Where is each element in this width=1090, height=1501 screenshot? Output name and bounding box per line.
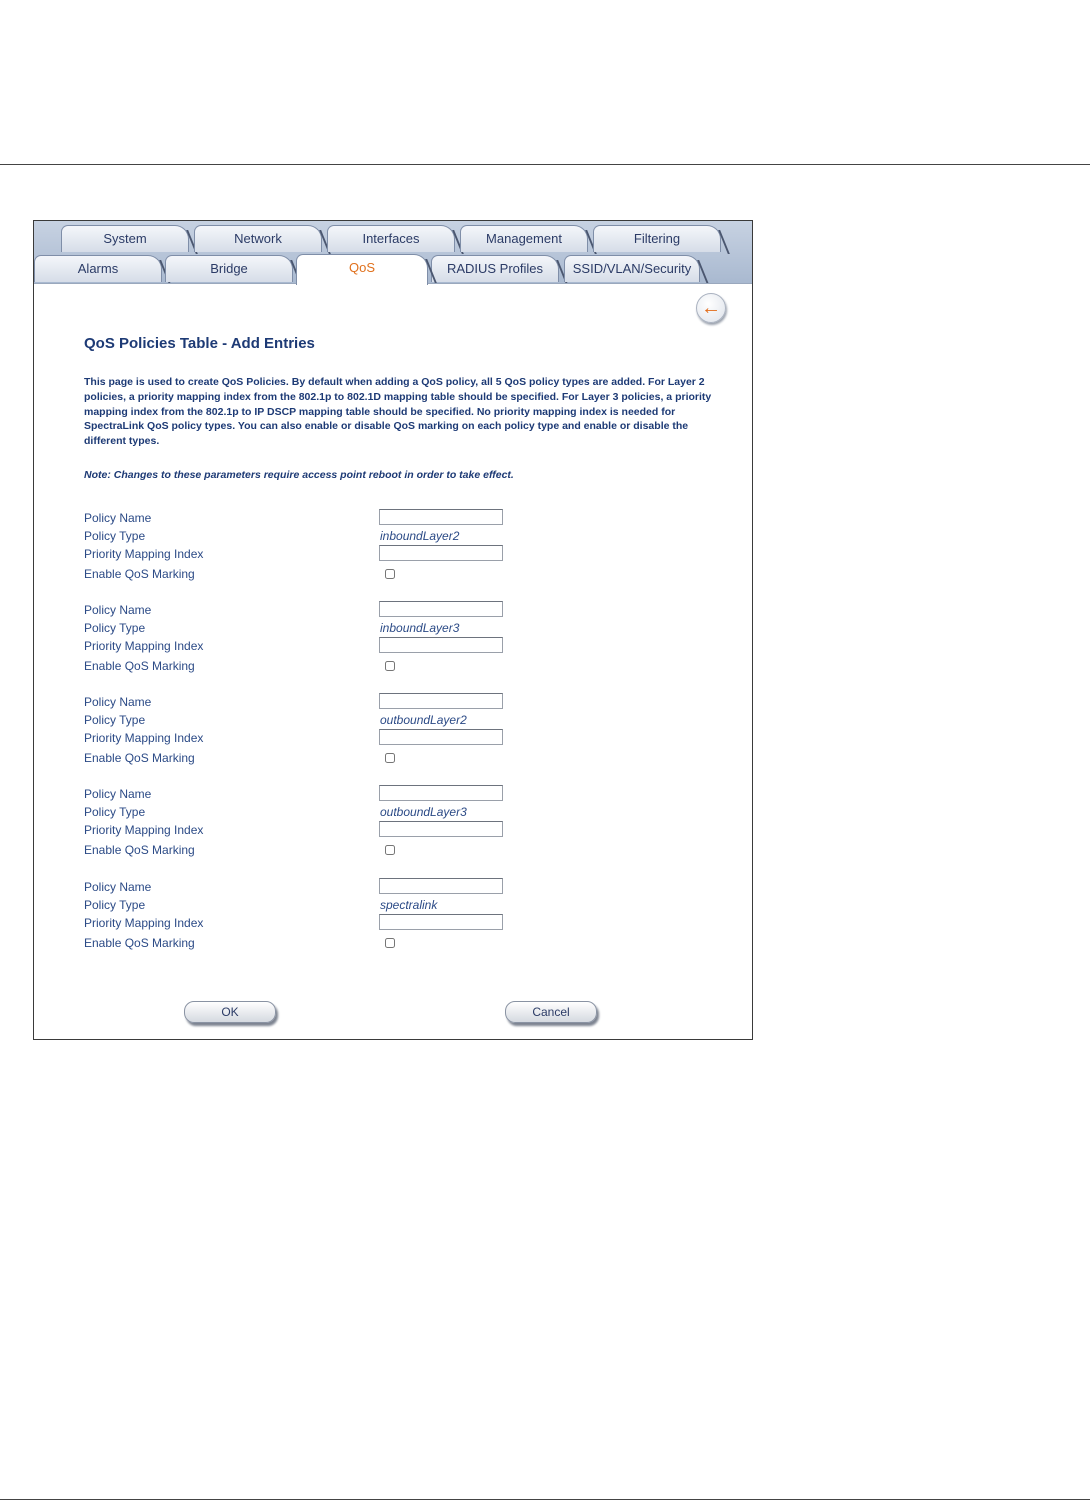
enable-qos-marking-label: Enable QoS Marking [84, 843, 195, 857]
policy-name-input-2[interactable] [379, 601, 503, 617]
policy-type-value-3: outboundLayer2 [380, 713, 467, 727]
cancel-button[interactable]: Cancel [505, 1001, 597, 1023]
policy-type-label: Policy Type [84, 898, 146, 912]
policy-type-value-4: outboundLayer3 [380, 805, 467, 819]
policy-name-label: Policy Name [84, 511, 152, 525]
policy-type-label: Policy Type [84, 713, 146, 727]
policy-name-label: Policy Name [84, 787, 152, 801]
tab-filtering[interactable]: Filtering [593, 225, 721, 252]
tab-interfaces[interactable]: Interfaces [327, 225, 455, 252]
policy-type-value-1: inboundLayer2 [380, 529, 460, 543]
policy-type-label: Policy Type [84, 529, 146, 543]
priority-mapping-index-input-5[interactable] [379, 914, 503, 930]
enable-qos-marking-label: Enable QoS Marking [84, 567, 195, 581]
priority-mapping-index-label: Priority Mapping Index [84, 731, 204, 745]
enable-qos-marking-checkbox-3[interactable] [385, 753, 395, 763]
policy-type-value-5: spectralink [380, 898, 438, 912]
priority-mapping-index-label: Priority Mapping Index [84, 639, 204, 653]
page-description: This page is used to create QoS Policies. By default when adding a QoS policy, all 5 QoS policy types are added. For Layer 2 policies, a priority mapping index from the 802.1p to 802.1D mapping table should be specified. For Layer 3 policies, a priority mapping index from the 802.1p to IP DSCP mapping table should be specified. No priority mapping index is needed for SpectraLink QoS policy types. You can also enable or disable QoS marking on each policy type and enable or disable the different types. [84, 376, 712, 448]
tab-management[interactable]: Management [460, 225, 588, 252]
priority-mapping-index-input-3[interactable] [379, 729, 503, 745]
priority-mapping-index-label: Priority Mapping Index [84, 823, 204, 837]
tab-network[interactable]: Network [194, 225, 322, 252]
policy-type-label: Policy Type [84, 805, 146, 819]
policy-name-label: Policy Name [84, 880, 152, 894]
ok-button[interactable]: OK [184, 1001, 276, 1023]
policy-name-input-4[interactable] [379, 785, 503, 801]
tab-qos[interactable]: QoS [296, 254, 428, 285]
tab-ssid-vlan-security[interactable]: SSID/VLAN/Security [564, 255, 700, 282]
priority-mapping-index-input-4[interactable] [379, 821, 503, 837]
policy-name-input-1[interactable] [379, 509, 503, 525]
reboot-note: Note: Changes to these parameters require access point reboot in order to take effect. [84, 469, 514, 481]
back-arrow-icon[interactable]: ← [696, 293, 726, 323]
enable-qos-marking-checkbox-5[interactable] [385, 938, 395, 948]
tab-alarms[interactable]: Alarms [34, 255, 162, 282]
enable-qos-marking-checkbox-4[interactable] [385, 845, 395, 855]
main-content [34, 284, 752, 1039]
tab-radius-profiles[interactable]: RADIUS Profiles [431, 255, 559, 282]
policy-type-value-2: inboundLayer3 [380, 621, 460, 635]
enable-qos-marking-checkbox-1[interactable] [385, 569, 395, 579]
policy-type-label: Policy Type [84, 621, 146, 635]
priority-mapping-index-input-2[interactable] [379, 637, 503, 653]
tab-system[interactable]: System [61, 225, 189, 252]
policy-name-input-3[interactable] [379, 693, 503, 709]
priority-mapping-index-label: Priority Mapping Index [84, 916, 204, 930]
policy-name-input-5[interactable] [379, 878, 503, 894]
page-title: QoS Policies Table - Add Entries [84, 335, 315, 352]
policy-name-label: Policy Name [84, 603, 152, 617]
tab-bridge[interactable]: Bridge [165, 255, 293, 282]
page-header-rule [0, 164, 1090, 165]
page-footer-rule [0, 1499, 1090, 1500]
enable-qos-marking-label: Enable QoS Marking [84, 659, 195, 673]
enable-qos-marking-checkbox-2[interactable] [385, 661, 395, 671]
priority-mapping-index-input-1[interactable] [379, 545, 503, 561]
policy-name-label: Policy Name [84, 695, 152, 709]
priority-mapping-index-label: Priority Mapping Index [84, 547, 204, 561]
tab-bar [34, 221, 752, 283]
app-window [33, 220, 753, 1040]
enable-qos-marking-label: Enable QoS Marking [84, 936, 195, 950]
enable-qos-marking-label: Enable QoS Marking [84, 751, 195, 765]
